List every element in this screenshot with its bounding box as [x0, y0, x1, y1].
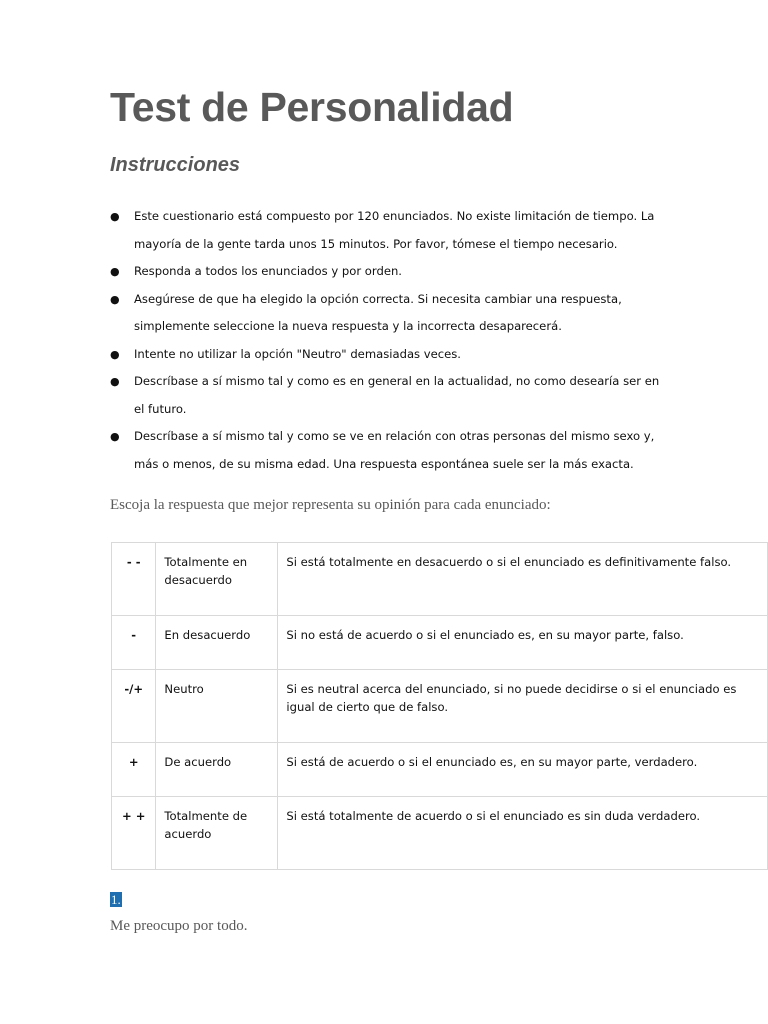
scale-symbol: - [112, 616, 156, 670]
list-item-text: Descríbase a sí mismo tal y como es en general en la actualidad, no como desearía ser en el futuro. [134, 374, 660, 416]
instructions-list [108, 203, 668, 478]
scale-symbol: -/+ [112, 670, 156, 743]
list-item [108, 203, 668, 258]
scale-label: Totalmente en desacuerdo [156, 543, 278, 616]
list-item-text: Intente no utilizar la opción "Neutro" demasiadas veces. [134, 346, 461, 361]
scale-symbol: - - [112, 543, 156, 616]
bullet-icon: ● [110, 210, 120, 223]
scale-description: Si es neutral acerca del enunciado, si no puede decidirse o si el enunciado es igual de cierto que de falso. [278, 670, 768, 743]
bullet-icon: ● [110, 375, 120, 388]
list-item [108, 368, 668, 423]
bullet-icon: ● [110, 430, 120, 443]
list-item [108, 341, 668, 369]
response-scale-table [111, 542, 768, 870]
question-text: Me preocupo por todo. [110, 918, 248, 934]
table-row [112, 670, 768, 743]
list-item-text: Asegúrese de que ha elegido la opción correcta. Si necesita cambiar una respuesta, simplemente seleccione la nueva respuesta y la incorrecta desaparecerá. [134, 291, 622, 333]
bullet-icon: ● [110, 265, 120, 278]
page-title: Test de Personalidad [110, 84, 514, 130]
question-number: 1. [111, 892, 121, 907]
scale-description: Si está totalmente de acuerdo o si el enunciado es sin duda verdadero. [278, 797, 768, 870]
instructions-heading: Instrucciones [110, 154, 241, 176]
scale-intro: Escoja la respuesta que mejor representa su opinión para cada enunciado: [110, 497, 551, 513]
list-item [108, 286, 668, 341]
list-item-text: Responda a todos los enunciados y por orden. [134, 264, 402, 278]
scale-description: Si está de acuerdo o si el enunciado es, en su mayor parte, verdadero. [278, 743, 768, 797]
scale-symbol: + [112, 743, 156, 797]
table-row [112, 543, 768, 616]
bullet-icon: ● [110, 347, 120, 361]
table-row [112, 616, 768, 670]
scale-description: Si está totalmente en desacuerdo o si el enunciado es definitivamente falso. [278, 543, 768, 616]
list-item [108, 423, 668, 478]
scale-description: Si no está de acuerdo o si el enunciado es, en su mayor parte, falso. [278, 616, 768, 670]
bullet-icon: ● [110, 292, 120, 306]
scale-label: De acuerdo [156, 743, 278, 797]
list-item [108, 258, 668, 286]
list-item-text: Este cuestionario está compuesto por 120 enunciados. No existe limitación de tiempo. La mayoría de la gente tarda unos 15 minutos. Por favor, tómese el tiempo necesario. [134, 209, 655, 251]
scale-symbol: + + [112, 797, 156, 870]
table-row [112, 797, 768, 870]
scale-label: En desacuerdo [156, 616, 278, 670]
scale-label: Neutro [156, 670, 278, 743]
list-item-text: Descríbase a sí mismo tal y como se ve en relación con otras personas del mismo sexo y, más o menos, de su misma edad. Una respuesta espontánea suele ser la más exacta. [134, 429, 655, 471]
scale-label: Totalmente de acuerdo [156, 797, 278, 870]
table-row [112, 743, 768, 797]
